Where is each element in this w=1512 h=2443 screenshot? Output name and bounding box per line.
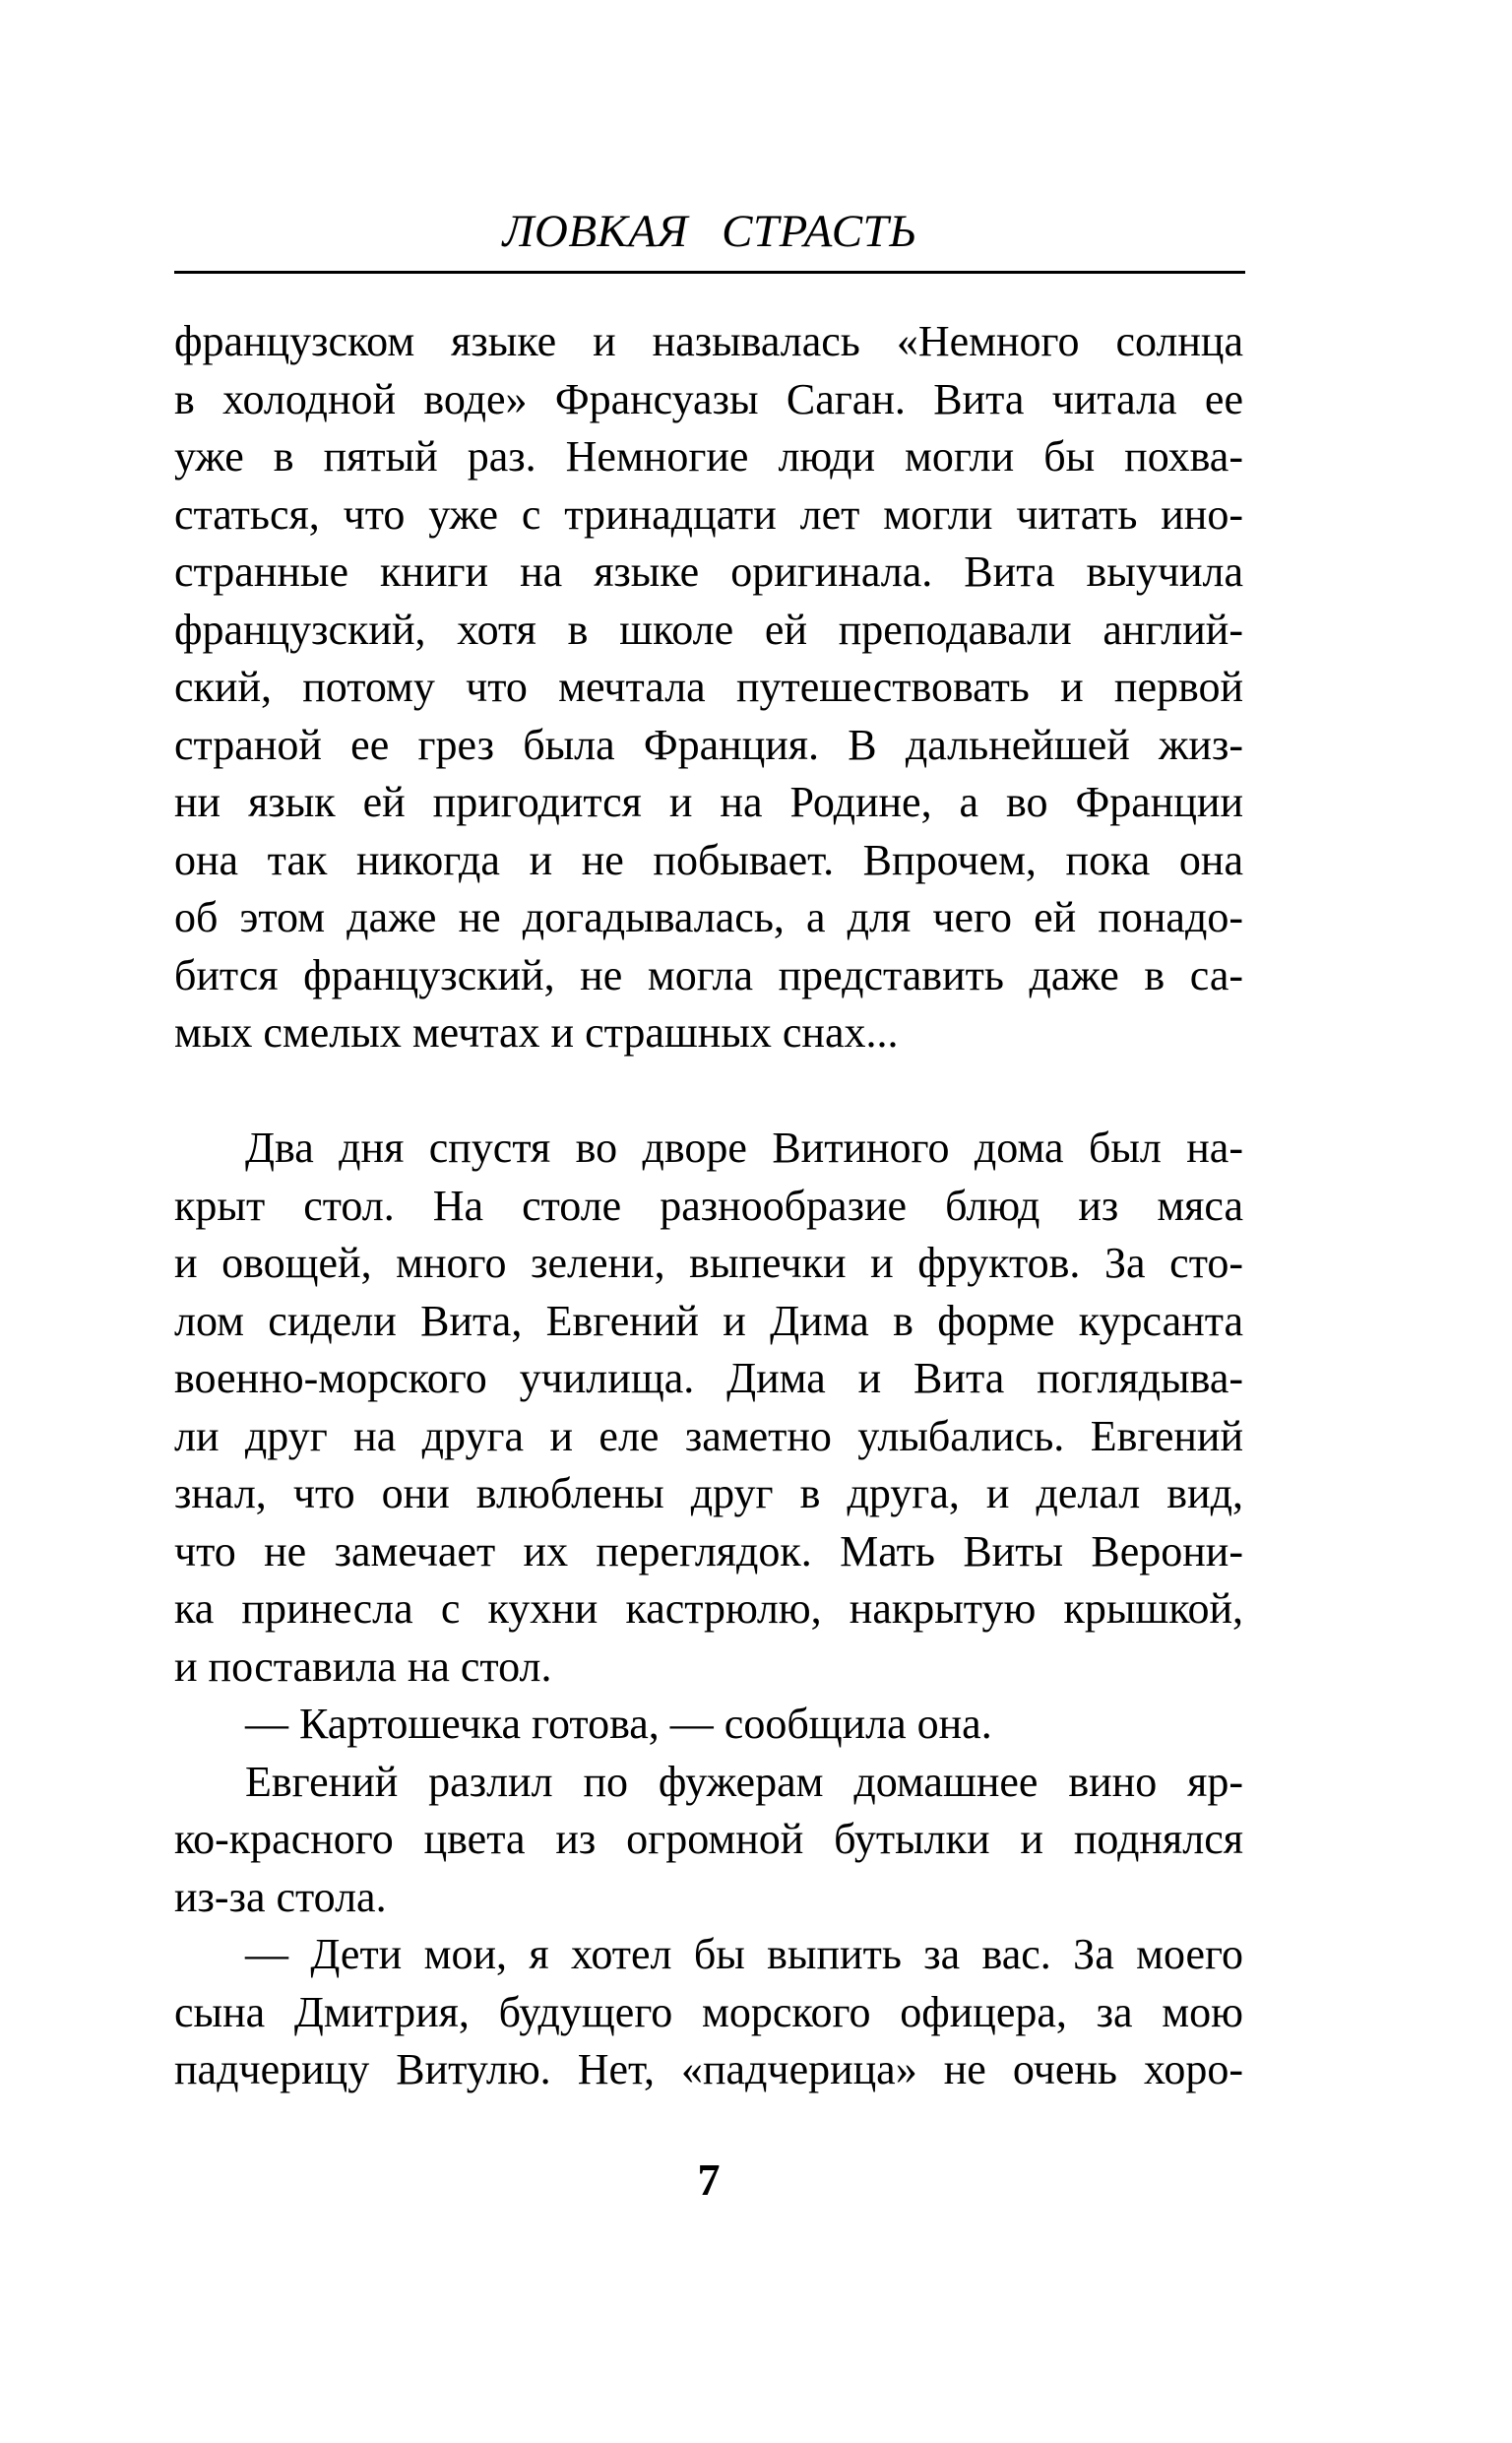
text-line: и овощей, много зелени, выпечки и фруктов. За сто- — [174, 1239, 1243, 1287]
text-line: сына Дмитрия, будущего морского офицера, за мою — [174, 1987, 1243, 2036]
running-head-title: ЛОВКАЯ СТРАСТЬ — [502, 206, 917, 257]
text-line: и поставила на стол. — [174, 1641, 552, 1691]
text-line: падчерицу Витулю. Нет, «падчерица» не очень хоро- — [174, 2045, 1243, 2093]
text-line: статься, что уже с тринадцати лет могли читать ино- — [174, 489, 1243, 539]
paragraph — [174, 313, 1243, 1062]
text-line: мых смелых мечтах и страшных снах... — [174, 1008, 899, 1057]
text-line: ский, потому что мечтала путешествовать и первой — [174, 663, 1243, 711]
page-number: 7 — [697, 2154, 721, 2205]
text-line: ко-красного цвета из огромной бутылки и поднялся — [174, 1815, 1243, 1863]
section-break — [174, 1062, 1243, 1121]
text-line: крыт стол. На столе разнообразие блюд из мяса — [174, 1181, 1243, 1230]
text-line: ли друг на друга и еле заметно улыбались. Евгений — [174, 1411, 1243, 1460]
text-line: ка принесла с кухни кастрюлю, накрытую крышкой, — [174, 1584, 1243, 1633]
text-line: из-за стола. — [174, 1872, 387, 1921]
text-line: ни язык ей пригодится и на Родине, а во Франции — [174, 778, 1243, 826]
text-line: она так никогда и не побывает. Впрочем, пока она — [174, 835, 1243, 884]
body-text — [174, 313, 1243, 2099]
text-line: Евгений разлил по фужерам домашнее вино яр- — [245, 1757, 1243, 1806]
text-line: об этом даже не догадывалась, а для чего ей понадо- — [174, 893, 1243, 941]
text-line: — Картошечка готова, — сообщила она. — [245, 1700, 992, 1748]
text-line: военно-морского училища. Дима и Вита поглядыва- — [174, 1354, 1243, 1402]
dialogue-paragraph — [174, 1696, 1243, 1754]
text-line: что не замечает их переглядок. Мать Виты Верони- — [174, 1526, 1243, 1575]
text-line: французском языке и называлась «Немного солнца — [174, 317, 1243, 365]
paragraph — [174, 1120, 1243, 1696]
text-line: уже в пятый раз. Немногие люди могли бы похва- — [174, 432, 1243, 481]
text-line: странные книги на языке оригинала. Вита выучила — [174, 547, 1243, 596]
text-line: французский, хотя в школе ей преподавали англий- — [174, 605, 1243, 654]
text-line: страной ее грез была Франция. В дальнейшей жиз- — [174, 720, 1243, 769]
paragraph — [174, 1754, 1243, 1927]
dialogue-paragraph — [174, 1926, 1243, 2099]
text-line: в холодной воде» Франсуазы Саган. Вита читала ее — [174, 374, 1243, 423]
text-line: — Дети мои, я хотел бы выпить за вас. За моего — [245, 1930, 1243, 1978]
text-line: бится французский, не могла представить даже в са- — [174, 950, 1243, 999]
text-line: Два дня спустя во дворе Витиного дома был на- — [245, 1124, 1243, 1172]
text-line: знал, что они влюблены друг в друга, и делал вид, — [174, 1469, 1243, 1517]
text-line: лом сидели Вита, Евгений и Дима в форме курсанта — [174, 1296, 1243, 1345]
header-rule — [174, 271, 1245, 274]
